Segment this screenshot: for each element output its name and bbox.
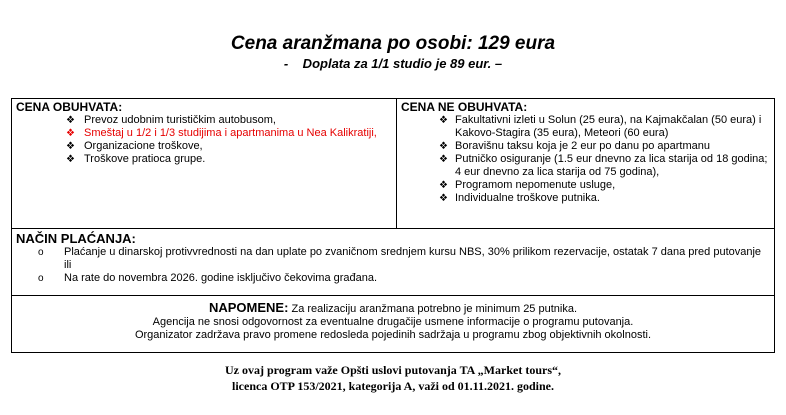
- circle-bullet-icon: o: [38, 273, 44, 284]
- list-item: [401, 153, 770, 179]
- not-included-heading: CENA NE OBUHVATA:: [401, 100, 528, 114]
- diamond-bullet-icon: ❖: [66, 141, 75, 152]
- not-included-list: [401, 114, 770, 205]
- list-item: [16, 114, 392, 127]
- not-included-cell: [397, 99, 774, 229]
- diamond-bullet-icon: ❖: [66, 154, 75, 165]
- list-item-text: Boravišnu taksu koja je 2 eur po danu po apartmanu: [455, 140, 710, 152]
- diamond-bullet-icon: ❖: [439, 115, 448, 126]
- payment-cell: [12, 229, 774, 296]
- diamond-bullet-icon: ❖: [66, 115, 75, 126]
- payment-heading: NAČIN PLAĆANJA:: [16, 231, 136, 246]
- circle-bullet-icon: o: [38, 247, 44, 258]
- list-item-text: Prevoz udobnim turističkim autobusom,: [84, 114, 276, 126]
- list-item-text: Plaćanje u dinarskoj protivvrednosti na dan uplate po zvaničnom srednjem kursu NBS, 30% prilikom rezervacije, ostatak 7 dana pred putovanje ili: [64, 246, 762, 271]
- included-heading: CENA OBUHVATA:: [16, 100, 123, 114]
- diamond-bullet-icon: ❖: [439, 180, 448, 191]
- list-item: [16, 246, 770, 272]
- included-list: [16, 114, 392, 166]
- notes-text-1: Za realizaciju aranžmana potrebno je minimum 25 putnika.: [288, 303, 578, 315]
- list-item-text: Fakultativni izleti u Solun (25 eura), na Kajmakčalan (50 eura) i Kakovo-Stagira (35 eura), Meteori (60 eura): [455, 114, 762, 139]
- diamond-bullet-icon: ❖: [66, 128, 75, 139]
- list-item: [401, 140, 770, 153]
- list-item-text: Individualne troškove putnika.: [455, 192, 600, 204]
- list-item-text: Putničko osiguranje (1.5 eur dnevno za lica starija od 18 godina; 4 eur dnevno za lica starija od 75 godina),: [455, 153, 768, 178]
- payment-list: [16, 246, 770, 285]
- list-item-text: Organizacione troškove,: [84, 140, 203, 152]
- list-item: [16, 140, 392, 153]
- list-item-text: Troškove pratioca grupe.: [84, 153, 206, 165]
- notes-heading: NAPOMENE:: [208, 300, 289, 315]
- list-item: [401, 114, 770, 140]
- terms-footer: [0, 362, 786, 394]
- list-item: [401, 179, 770, 192]
- footer-line-2: licenca OTP 153/2021, kategorija A, važi od 01.11.2021. godine.: [232, 379, 554, 393]
- list-item-text: Programom nepomenute usluge,: [455, 179, 616, 191]
- diamond-bullet-icon: ❖: [439, 154, 448, 165]
- list-item: [16, 153, 392, 166]
- supplement-note: - Doplata za 1/1 studio je 89 eur. –: [283, 56, 503, 71]
- list-item: [16, 272, 770, 285]
- notes-line-3: Organizator zadržava pravo promene redosleda pojedinih sadržaja u programu zbog objektivnih okolnosti.: [134, 329, 652, 341]
- diamond-bullet-icon: ❖: [439, 141, 448, 152]
- price-title: Cena aranžmana po osobi: 129 eura: [230, 33, 556, 54]
- included-cell: [12, 99, 397, 229]
- diamond-bullet-icon: ❖: [439, 193, 448, 204]
- notes-line-1: [16, 301, 770, 316]
- list-item-text: Na rate do novembra 2026. godine isključivo čekovima građana.: [64, 272, 378, 284]
- notes-cell: [12, 296, 774, 352]
- footer-line-1: Uz ovaj program važe Opšti uslovi putovanja TA „Market tours“,: [225, 363, 561, 377]
- info-table: [11, 98, 775, 353]
- notes-line-2: Agencija ne snosi odgovornost za eventualne drugačije usmene informacije o programu putovanja.: [152, 316, 634, 328]
- list-item: [16, 127, 392, 140]
- list-item: [401, 192, 770, 205]
- list-item-text: Smeštaj u 1/2 i 1/3 studijima i apartmanima u Nea Kalikratiji,: [84, 127, 377, 139]
